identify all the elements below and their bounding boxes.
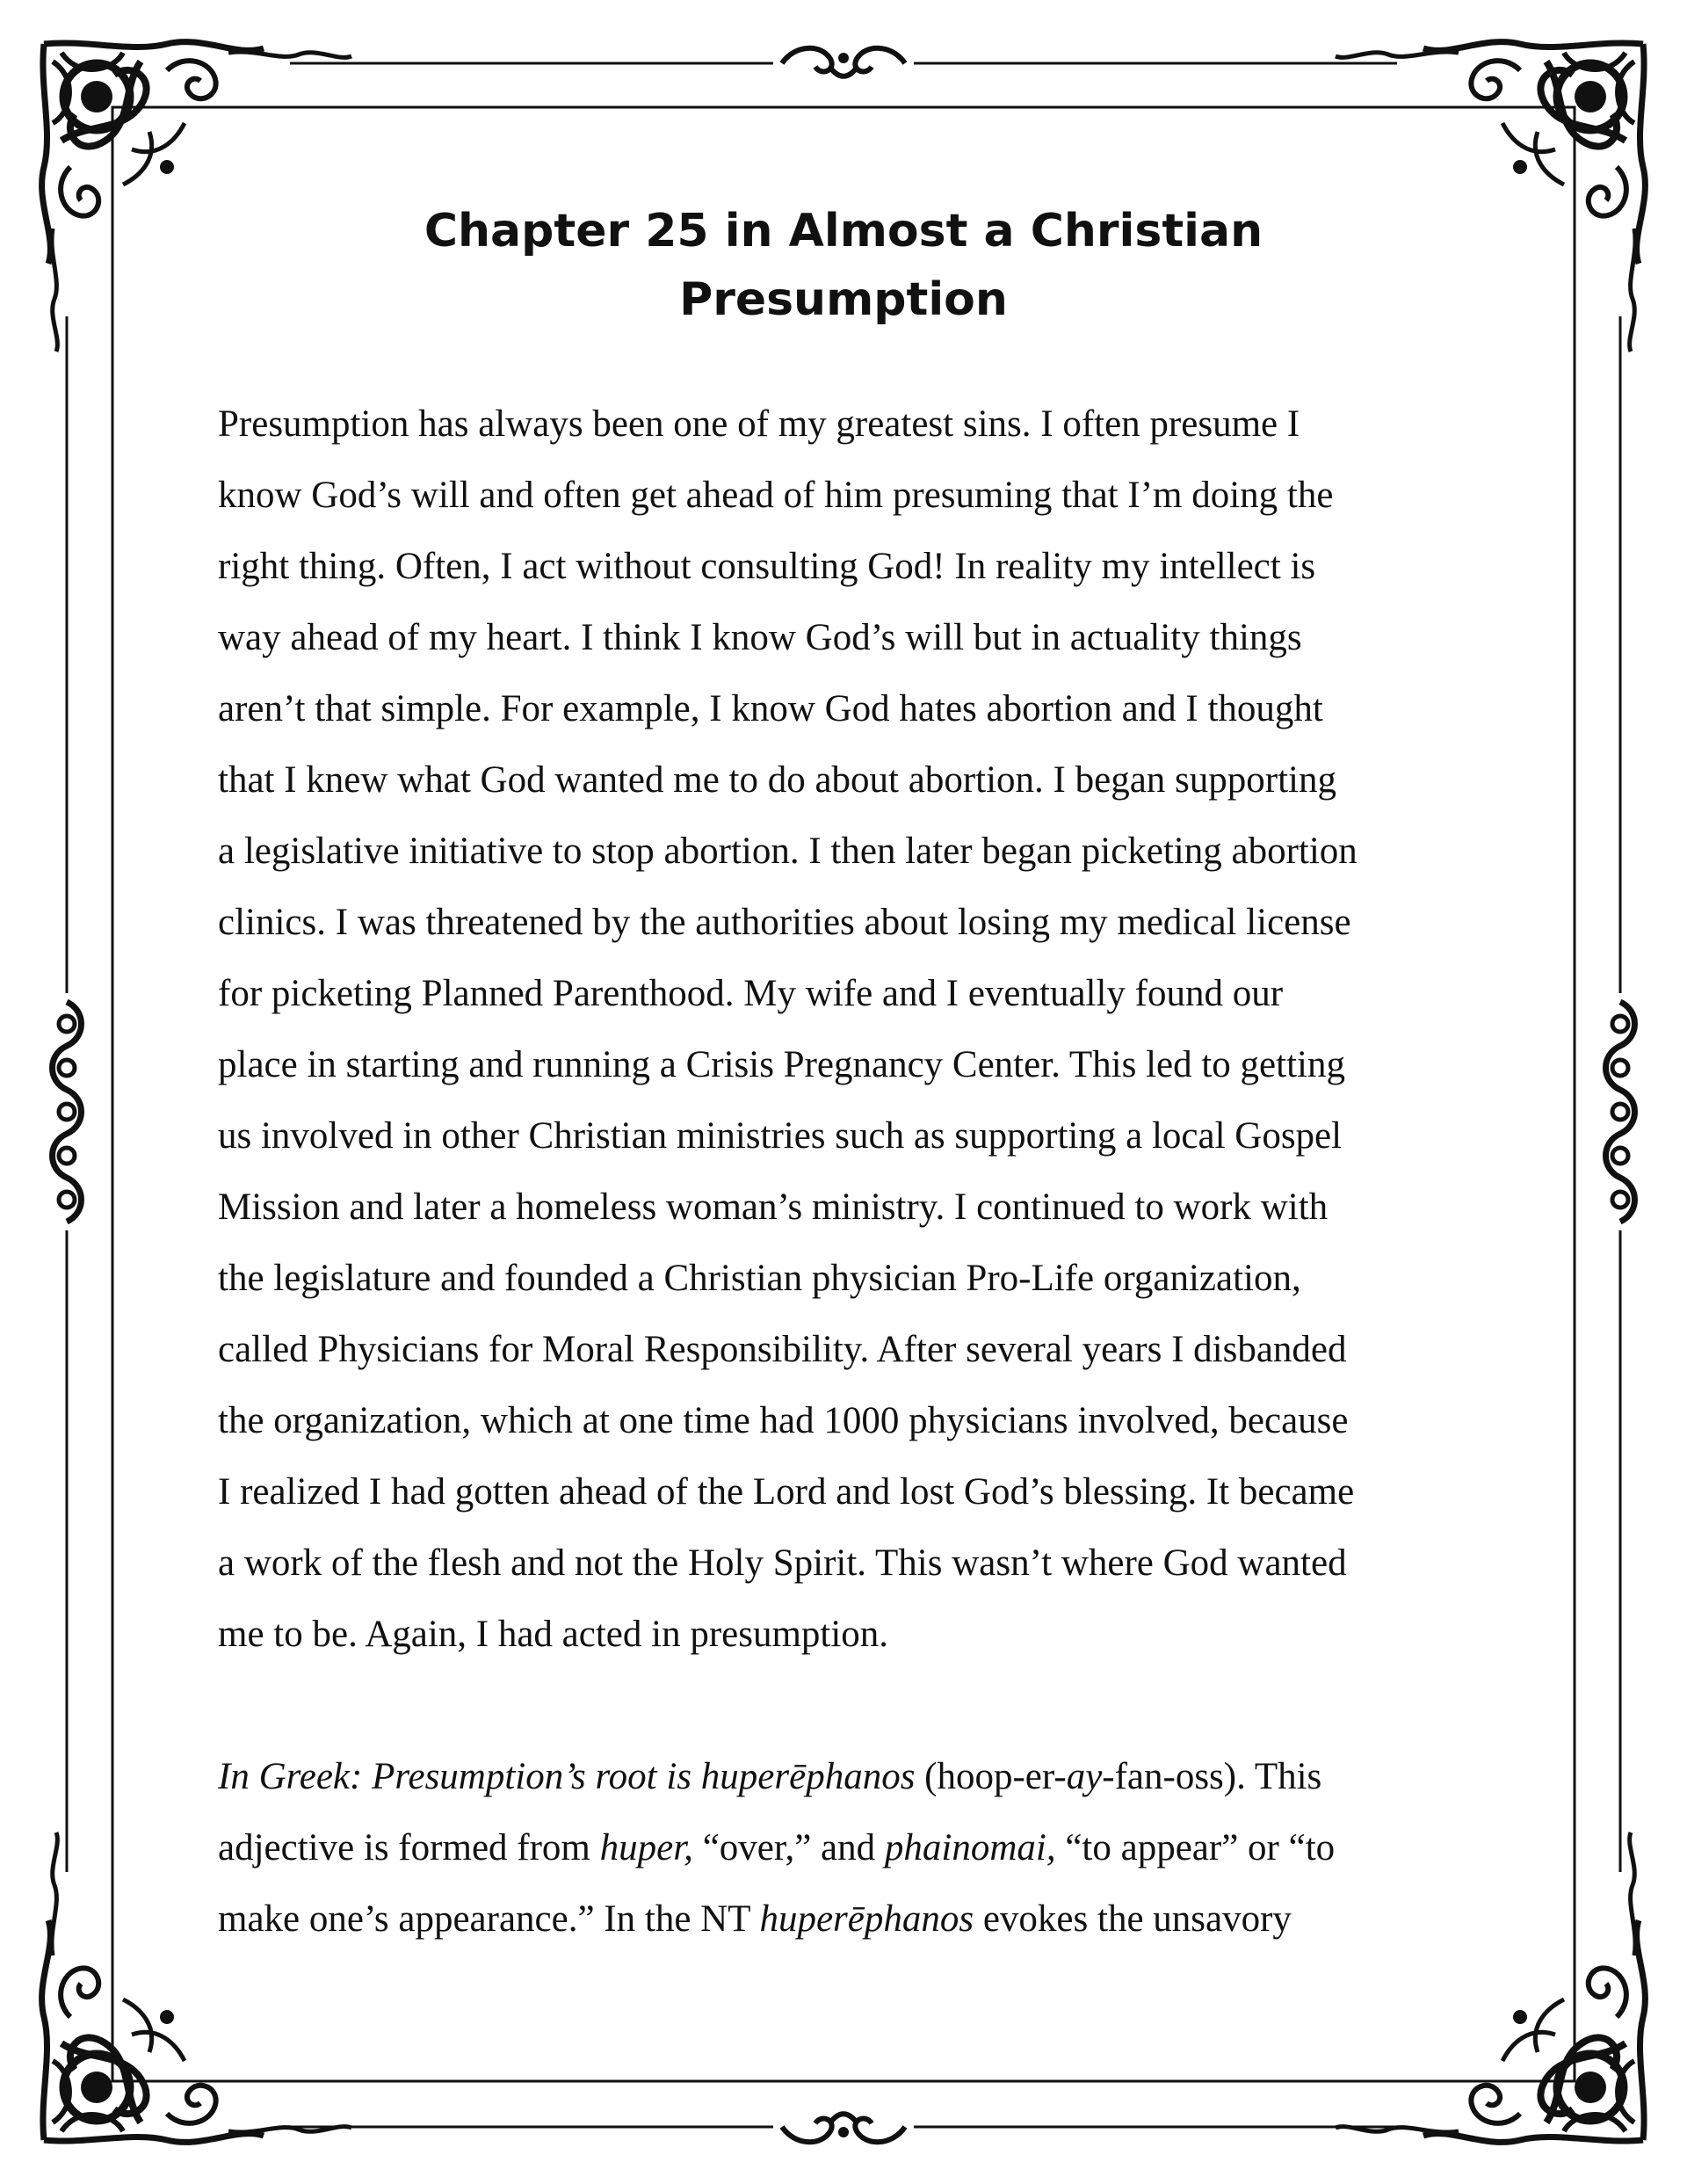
- paragraph-1-line: place in starting and running a Crisis Pregnancy Center. This led to getting: [218, 1044, 1345, 1085]
- pronunciation-start: (hoop-er-: [915, 1756, 1067, 1797]
- text-run: adjective is formed from: [218, 1827, 600, 1868]
- paragraph-1-line: the organization, which at one time had 1000 physicians involved, because: [218, 1400, 1349, 1441]
- chapter-title: Chapter 25 in Almost a Christian: [424, 205, 1263, 258]
- paragraph-1-line: the legislature and founded a Christian physician Pro-Life organization,: [218, 1258, 1301, 1299]
- paragraph-2-line-1: [218, 1741, 1483, 1812]
- paragraph-1-line: way ahead of my heart. I think I know God’s will but in actuality things: [218, 617, 1302, 658]
- paragraph-1-line: called Physicians for Moral Responsibility. After several years I disbanded: [218, 1329, 1347, 1370]
- paragraph-1-line: Mission and later a homeless woman’s ministry. I continued to work with: [218, 1186, 1329, 1228]
- text-run: “over,” and: [692, 1827, 885, 1868]
- paragraph-1-line: know God’s will and often get ahead of him presuming that I’m doing the: [218, 475, 1334, 516]
- paragraph-1-line: a legislative initiative to stop abortion. I then later began picketing abortion: [218, 831, 1358, 872]
- greek-word-huper: huper,: [599, 1827, 693, 1868]
- paragraph-1-line: right thing. Often, I act without consulting God! In reality my intellect is: [218, 546, 1316, 587]
- paragraph-1-line: I realized I had gotten ahead of the Lord and lost God’s blessing. It became: [218, 1471, 1355, 1513]
- text-run: evokes the unsavory: [974, 1898, 1292, 1940]
- pronunciation-end: -fan-oss). This: [1102, 1756, 1322, 1797]
- chapter-subtitle: Presumption: [679, 273, 1008, 326]
- text-run: “to appear” or “to: [1055, 1827, 1336, 1868]
- paragraph-1-line: me to be. Again, I had acted in presumption.: [218, 1614, 889, 1655]
- paragraph-1-line: that I knew what God wanted me to do about abortion. I began supporting: [218, 759, 1336, 801]
- paragraph-gap: [218, 1670, 1483, 1741]
- paragraph-1-line: us involved in other Christian ministries such as supporting a local Gospel: [218, 1115, 1343, 1157]
- paragraph-2-line-3: [218, 1883, 1483, 1955]
- paragraph-2-line-2: [218, 1812, 1483, 1883]
- greek-root-lead: In Greek: Presumption’s root is huperēphanos: [218, 1756, 916, 1797]
- paragraph-1-line: Presumption has always been one of my greatest sins. I often presume I: [218, 403, 1300, 445]
- paragraph-1-line: for picketing Planned Parenthood. My wife and I eventually found our: [218, 973, 1284, 1014]
- pronunciation-stress: ay: [1066, 1756, 1103, 1797]
- chapter-body: [218, 388, 1483, 1955]
- paragraph-1-line: aren’t that simple. For example, I know God hates abortion and I thought: [218, 688, 1323, 729]
- greek-word-huperephanos: huperēphanos: [759, 1898, 974, 1940]
- text-run: make one’s appearance.” In the NT: [218, 1898, 760, 1940]
- greek-word-phainomai: phainomai,: [884, 1827, 1056, 1868]
- paragraph-1-line: a work of the flesh and not the Holy Spirit. This wasn’t where God wanted: [218, 1542, 1347, 1584]
- paragraph-1-line: clinics. I was threatened by the authorities about losing my medical license: [218, 902, 1351, 943]
